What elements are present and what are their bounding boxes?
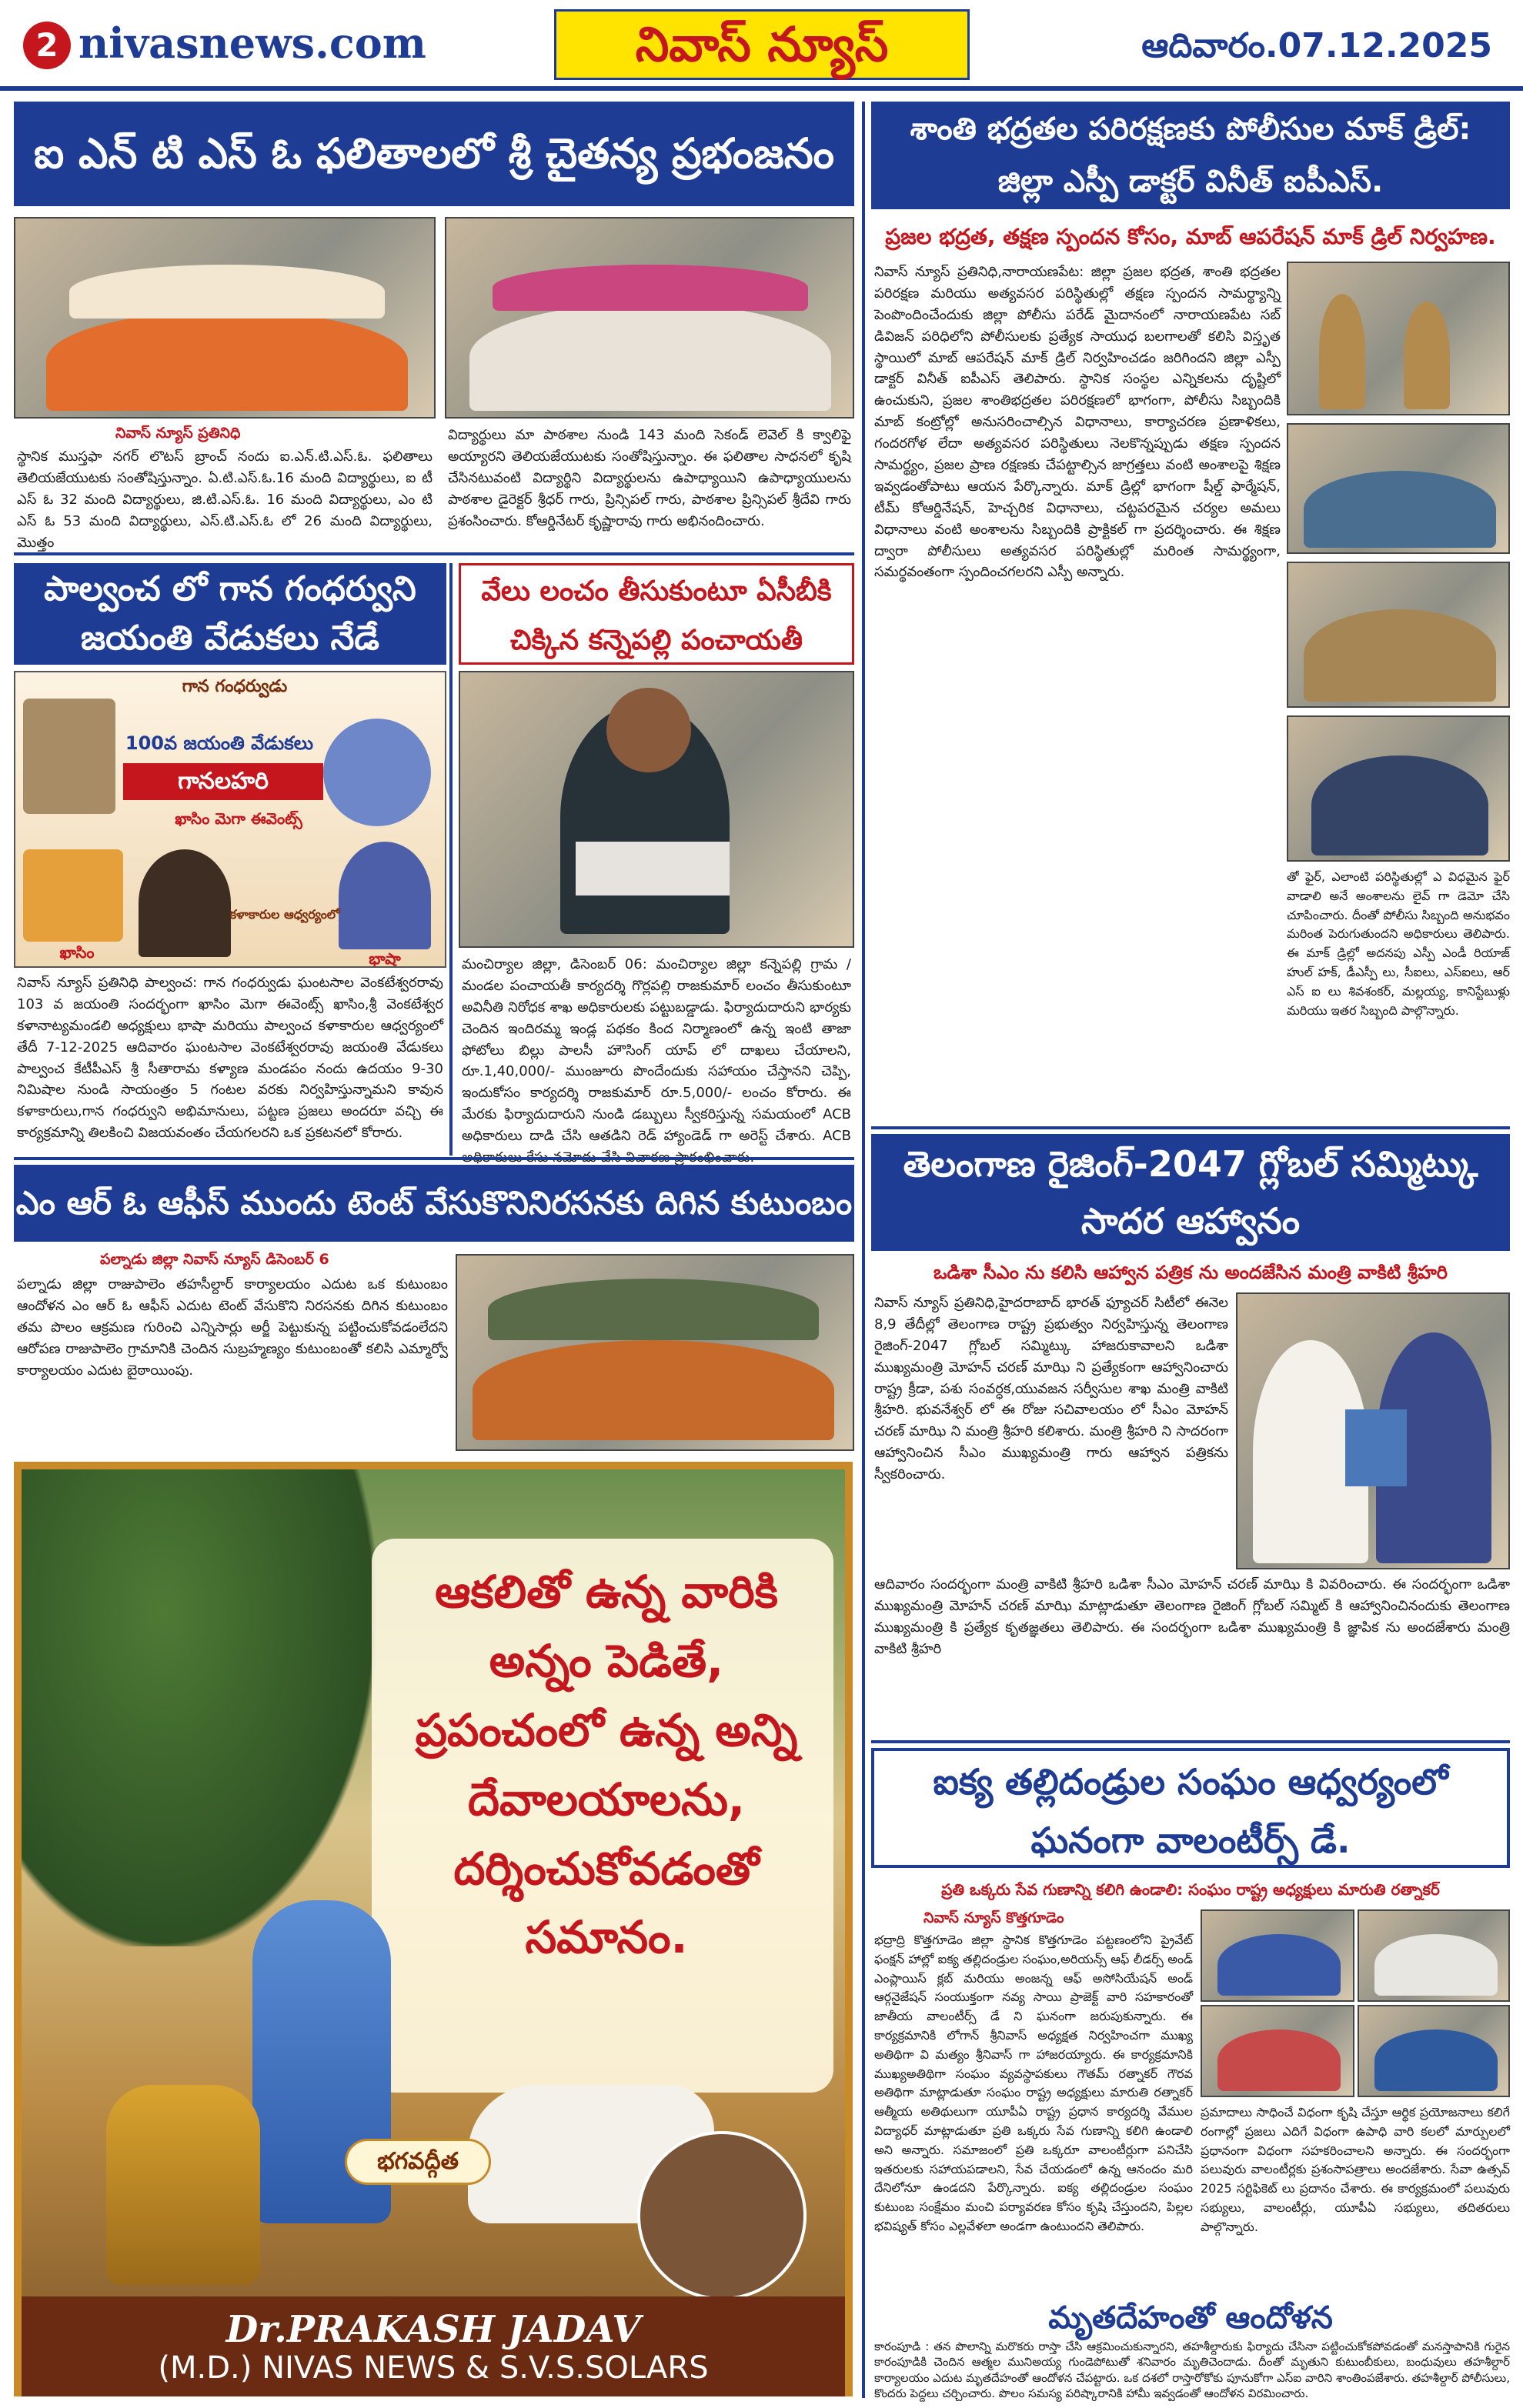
divider	[871, 1740, 1510, 1743]
palvancha-body: నివాస్ న్యూస్ ప్రతినిధి పాల్వంచ: గాన గంధర్వుడు ఘంటసాల వెంకటేశ్వరరావు 103 వ జయంతి సందర్భంగా ఖాసిం మెగా ఈవెంట్స్ ఖాసిం,శ్రీ వెంకటేశ్వర కళానాట్యమండలి అధ్యక్షులు భాషా మరియు పాల్వంచ కళాకారుల ఆధ్వర్యంలో తేదీ 7-12-2025 ఆదివారం ఘంటసాల వెంకటేశ్వరరావు జయంతి వేడుకలు పాల్వంచ కేటీపీఎస్ శ్రీ సీతారామ కళ్యాణ మండపం నందు ఉదయం 9-30 నిమిషాల నుండి సాయంత్రం 5 గంటల వరకు నిర్వహిస్తున్నామని కావున కళాకారులు,గాన గంధర్వుని అభిమానులు, పట్టణ ప్రజలు అందరూ వచ్చి ఈ కార్యక్రమాన్ని తిలకించి విజయవంతం చేయగలరని ఒక ప్రకటనలో కోరారు.	[17, 975, 443, 1142]
mro-headline: ఎం ఆర్ ఓ ఆఫీస్ ముందు టెంట్ వేసుకొనినిరసనకు దిగిన కుటుంబం	[14, 1165, 854, 1242]
mro-photo	[456, 1254, 854, 1451]
poster-line4: కళాకారుల ఆధ్వర్యంలో	[229, 907, 340, 922]
police-photo-4	[1287, 715, 1510, 862]
poster-portrait	[139, 849, 231, 957]
parents-byline: నివాస్ న్యూస్ కొత్తగూడెం	[923, 1909, 1064, 1926]
ad-quote: ఆకలితో ఉన్న వారికి అన్నం పెడితే, ప్రపంచంలో ఉన్న అన్ని దేవాలయాలను, దర్శించుకోవడంతో సమానం.	[415, 1566, 798, 1964]
parents-body: భద్రాద్రి కొత్తగూడెం జిల్లా స్థానిక కొత్తగూడెం పట్టణంలోని ప్రైవేట్ ఫంక్షన్ హాల్లో ఐక్య తల్లిదండ్రుల సంఘం,అరియన్స్ ఆఫ్ లీడర్స్ అండ్ ఎంప్లాయిస్ క్లబ్ మరియు అంజన్న ఆఫ్ అసోసియేషన్ అండ్ ఆర్గనైజేషన్ సంయుక్తంగా నవ్య సాయి ప్రాజెక్ట్ వారి సహకారంతో జాతీయ వాలంటీర్స్ డే ని ఘనంగా జరుపుకున్నారు. ఈ కార్యక్రమానికి లోగాన్ శ్రీనివాస్ అధ్యక్షత నిర్వహించగా ముఖ్య అతిథిగా వి మత్యం శ్రీనివాస్ గా హాజరయ్యారు. ఈ కార్యక్రమానికి ముఖ్యఅతిథిగా సంఘం వ్యవస్థాపకులు గౌతమ్ రత్నాకర్ గౌరవ అతిథిగా మాట్లాడుతూ సంఘం రాష్ట్ర అధ్యక్షులు మారుతి రత్నాకర్ ఆత్మీయ అతిథులుగా యూపీఏ రాష్ట్ర ప్రధాన కార్యదర్శి వేముల విద్యాధర్ మాట్లాడుతూ ప్రతి ఒక్కరు సేవ గుణాన్ని కలిగి ఉండాలి అని అన్నారు. సమాజంలో ప్రతి ఒక్కరూ వాలంటీర్లుగా పనిచేసి ఇతరులకు సహాయపడాలని, సేవ చేయడంలో ఉన్న ఆనందం మరి దేనిలోనూ ఉండదని పేర్కొన్నారు. ఐక్య తల్లిదండ్రుల సంఘం కుటుంబ సంక్షేమం మంచి పర్యావరణ కోసం కృషి చేస్తుందని, పిల్లల భవిష్యత్ కోసం ఎల్లవేళలా అండగా ఉంటుందని తెలిపారు.	[874, 1933, 1193, 2233]
telangana-body: నివాస్ న్యూస్ ప్రతినిధి,హైదరాబాద్ భారత్ ఫ్యూచర్ సిటీలో ఈనెల 8,9 తేదీల్లో తెలంగాణ రాష్ట్ర ప్రభుత్వం నిర్వహిస్తున్న తెలంగాణ రైజింగ్-2047 గ్లోబల్ సమ్మిట్కు హాజరుకావాలని ఒడిశా ముఖ్యమంత్రి మోహన్ చరణ్ మాఝి ని ప్రత్యేకంగా ఆహ్వానించారు రాష్ట్ర క్రీడా, పశు సంవర్ధక,యువజన సర్వీసుల శాఖ మంత్రి వాకిటి శ్రీహరి. భువనేశ్వర్ లో ఈ రోజు సచివాలయం లో సీఎం మోహన్ చరణ్ మాఝి ని మంత్రి శ్రీహరి కలిశారు. మంత్రి శ్రీహరి ని సాదరంగా ఆహ్వానించిన సీఎం ముఖ్యమంత్రి గారు ఆహ్వాన పత్రికను స్వీకరించారు.	[874, 1295, 1228, 1483]
poster-line1: 100వ జయంతి వేడుకలు	[125, 732, 314, 754]
divider	[14, 1157, 854, 1160]
poster-line3: ఖాసిం మెగా ఈవెంట్స్	[175, 809, 302, 828]
ad-name: Dr.PRAKASH JADAV	[225, 2308, 641, 2351]
poster-name1: ఖాసిం	[59, 943, 95, 962]
ntse-byline: నివాస్ న్యూస్ ప్రతినిధి	[115, 425, 241, 442]
poster-ad	[14, 1462, 853, 2396]
police-subhead: ప్రజల భద్రత, తక్షణ స్పందన కోసం, మాబ్ ఆపరేషన్ మాక్ డ్రిల్ నిర్వహణ.	[885, 224, 1496, 249]
divider	[871, 1126, 1510, 1129]
ad-tag: భగవద్గీత	[345, 2139, 491, 2185]
ntse-photo-left	[14, 217, 436, 419]
acb-photo	[459, 671, 854, 948]
mro-byline: పల్నాడు జిల్లా నివాస్ న్యూస్ డిసెంబర్ 6	[100, 1251, 329, 1268]
poster-portrait	[323, 719, 431, 826]
ad-subtitle: (M.D.) NIVAS NEWS & S.V.S.SOLARS	[158, 2350, 709, 2386]
ntse-photo-right	[445, 217, 854, 419]
poster-line2: గానలహరి	[123, 763, 323, 800]
poster-name2: భాషా	[369, 949, 401, 968]
ntse-body-left: స్థానిక ముస్తఫా నగర్ లొటస్ బ్రాంచ్ నందు ఐ.ఎన్.టి.ఎస్.ఓ. ఫలితాలు తెలియజేయుటకు సంతోషిస్తున్నాం. ఏ.టి.ఎస్.ఓ.16 మంది విద్యార్థులు, ఐ టీ ఎస్ ఓ 32 మంది విద్యార్థులు, జి.టి.ఎస్.ఓ. 16 మంది విద్యార్థులు, ఎం టి ఎస్ ఓ 53 మంది విద్యార్థులు, ఎస్.టి.ఎస్.ఓ లో 26 మంది విద్యార్థులు, మొత్తం	[17, 449, 433, 551]
parents-body-2: ప్రమాదాలు సాధించే విధంగా కృషి చేస్తూ ఆర్థిక ప్రయోజనాలు కలిగే రంగాల్లో ప్రజలు ఎదిగే విధంగా ఉపాధి వారి కలలో మార్పులలో ప్రధానంగా విధంగా సహకరించాలని అన్నారు. ఈ సందర్భంగా పలువురు వాలంటీర్లకు ప్రశంసాపత్రాలు అందజేశారు. సేవా ఉత్సవ్ 2025 సర్టిఫికెట్ లు ప్రదానం చేశారు. ఈ కార్యక్రమంలో పలువురు సభ్యులు, వాలంటీర్లు, యూపీఏ సభ్యులు, తదితరులు పాల్గొన్నారు.	[1201, 2105, 1510, 2234]
poster-portrait	[23, 849, 123, 942]
masthead	[0, 0, 1523, 91]
divider	[14, 552, 854, 555]
poster-portrait	[23, 699, 115, 814]
telangana-photo	[1236, 1292, 1510, 1569]
parents-photo-2	[1358, 1909, 1510, 2002]
poster-title: గాన గంధర్వుడు	[182, 677, 288, 696]
ad-portrait	[637, 2131, 807, 2300]
issue-date: ఆదివారం.07.12.2025	[1141, 26, 1492, 65]
acb-headline: వేలు లంచం తీసుకుంటూ ఏసీబీకి చిక్కిన కన్నెపల్లి పంచాయతీ	[459, 563, 854, 665]
palvancha-headline: పాల్వంచ లో గాన గంధర్వుని జయంతి వేడుకలు నేడే	[14, 563, 446, 665]
ntse-body-right: విద్యార్థులు మా పాఠశాల నుండి 143 మంది సెకండ్ లెవెల్ కి క్వాలిఫై అయ్యారని తెలియజేయుటకు సంతోషిస్తున్నాం. ఈ ఫలితాల సాధనలో కృషి చేసినటువంటి విద్యార్థిని విద్యార్థులను ఉపాధ్యాయిని ఉపాధ్యాయులను పాఠశాల డైరెక్టర్ శ్రీధర్ గారు, ప్రిన్సిపల్ గారు, పాఠశాల ప్రిన్సిపల్ శ్రీదేవి గారు ప్రశంసించారు. కోఆర్డినేటర్ కృష్ణారావు గారు అభినందించారు.	[448, 427, 851, 529]
police-photo-3	[1287, 562, 1510, 708]
parents-photo-1	[1201, 1909, 1354, 2002]
ad-tree	[22, 1469, 376, 1946]
poster-portrait	[339, 842, 431, 949]
telangana-body-2: ఆదివారం సందర్భంగా మంత్రి వాకిటి శ్రీహరి ఒడిశా సీఎం మోహన్ చరణ్ మాఝి కి వివరించారు. ఈ సందర్భంగా ఒడిశా ముఖ్యమంత్రి మోహన్ చరణ్ మాఝి మాట్లాడుతూ తెలంగాణ రైజింగ్ గ్లోబల్ సమ్మిట్ కి ఆహ్వానించినందుకు తెలంగాణ ముఖ్యమంత్రి కి ప్రత్యేక కృతజ్ఞతలు తెలిపారు. ఈ సందర్భంగా ఒడిశా ముఖ్యమంత్రి కి జ్ఞాపిక ను అందజేశారు మంత్రి వాకిటి శ్రీహరి	[874, 1576, 1510, 1657]
parents-subhead: ప్రతి ఒక్కరు సేవ గుణాన్ని కలిగి ఉండాలి: సంఘం రాష్ట్ర అధ్యక్షులు మారుతి రత్నాకర్	[941, 1880, 1440, 1899]
ntse-headline: ఐ ఎన్ టి ఎస్ ఓ ఫలితాలలో శ్రీ చైతన్య ప్రభంజనం	[14, 102, 854, 206]
parents-photo-4	[1358, 2005, 1510, 2097]
mro-body: పల్నాడు జిల్లా రాజుపాలెం తహసీల్దార్ కార్యాలయం ఎదుట ఒక కుటుంబం ఆందోళన ఎం ఆర్ ఓ ఆఫీస్ ఎదుట టెంట్ వేసుకొని నిరసనకు దిగిన కుటుంబం తమ పొలం ఆక్రమణ గురించి ఎన్నిసార్లు అర్జీ పెట్టుకున్న పట్టించుకోవడంలేదని ఆరోపణ రాజుపాలెం గ్రామానికి చెందిన సుబ్రహ్మణ్యం కుటుంబంతో కలిసి ఎమ్మార్వో కార్యాలయం ఎదుట బైఠాయింపు.	[17, 1276, 448, 1379]
police-body: నివాస్ న్యూస్ ప్రతినిధి,నారాయణపేట: జిల్లా ప్రజల భద్రత, శాంతి భద్రతల పరిరక్షణ మరియు అత్యవసర పరిస్థితుల్లో తక్షణ స్పందన సామర్థ్యాన్ని పెంపొందించేందుకు జిల్లా పోలీసు పరేడ్ మైదానంలో నారాయణపేట సబ్ డివిజన్ పరిధిలోని పోలీసులకు ప్రత్యేక సాయుధ బలగాలతో కలిసి విస్తృత స్థాయిలో మాబ్ ఆపరేషన్ మాక్ డ్రిల్ నిర్వహించడం జరిగిందని జిల్లా ఎస్పీ డాక్టర్ వినీత్ ఐపీఎస్ తెలిపారు. స్థానిక సంస్థల ఎన్నికలను దృష్టిలో ఉంచుకుని, ప్రజల శాంతిభద్రతల పరిరక్షణలో భాగంగా, పోలీసు సిబ్బందికి మాబ్ కంట్రోల్లో అనుసరించాల్సిన విధానాలు, కార్యాచరణ ప్రణాళికలు, గందరగోళ లేదా అత్యవసర పరిస్థితులు నెలకొన్నప్పుడు తక్షణ స్పందన సామర్థ్యం, ప్రజల ప్రాణ రక్షణకు చేపట్టాల్సిన జాగ్రత్తలు వంటి అంశాలపై శిక్షణ ఇవ్వడంతోపాటు ఆయన పేర్కొన్నారు. మాక్ డ్రిల్లో భాగంగా షీల్డ్ ఫార్మేషన్, టీమ్ కోఆర్డినేషన్, హెచ్చరిక విధానాలు, చట్టపరమైన చర్యల అమలు విధానాలు వంటి అంశాలను సిబ్బందికి ప్రాక్టికల్ గా ప్రదర్శించారు. ఈ శిక్షణ ద్వారా పోలీసులు అత్యవసర పరిస్థితుల్లో మరింత సామర్థ్యంగా, సమర్థవంతంగా స్పందించగలరని ఎస్పీ అన్నారు.	[874, 264, 1281, 581]
divider	[449, 563, 453, 1156]
police-headline: శాంతి భద్రతల పరిరక్షణకు పోలీసుల మాక్ డ్రిల్: జిల్లా ఎస్పీ డాక్టర్ వినీత్ ఐపీఎస్.	[871, 102, 1510, 209]
site-name[interactable]: nivasnews.com	[78, 18, 426, 68]
police-photo-1	[1287, 262, 1510, 415]
police-photo-2	[1287, 423, 1510, 554]
parents-headline: ఐక్య తల్లిదండ్రుల సంఘం ఆధ్వర్యంలో ఘనంగా వాలంటీర్స్ డే.	[871, 1748, 1510, 1868]
protest-headline: మృతదేహంతో ఆందోళన	[871, 2300, 1510, 2343]
parents-photo-3	[1201, 2005, 1354, 2097]
paper-title: నివాస్ న్యూస్	[554, 9, 970, 80]
police-body-2: తో ఫైర్, ఎలాంటి పరిస్థితుల్లో ఎ విధమైన ఫైర్ వాడాలి అనే అంశాలను లైవ్ గా డెమో చేసి చూపించారు. దీంతో పోలీసు సిబ్బంది అనుభవం మరింత పెరుగుతుందని అధికారులు తెలిపారు. ఈ మాక్ డ్రిల్లో అదనపు ఎస్పీ ఎండీ రియాజ్ హుల్ హక్, డీఎస్పీ లు, సీఐలు, ఎస్ఐలు, ఆర్ ఎస్ ఐ లు శివశంకర్, మల్లయ్య, కానిస్టేబుళ్లు మరియు ఇతర సిబ్బంది పాల్గొన్నారు.	[1287, 869, 1510, 1018]
palvancha-poster	[14, 671, 446, 968]
protest-body: కారంపూడి : తన పొలాన్ని మరొకరు రాస్తా చేసి ఆక్రమించుకున్నారని, తహశీల్దారుకు ఫిర్యాదు చేసినా పట్టించుకోకపోవడంతో మనస్తాపానికి గురైన కారంపూడికి చెందిన ఆత్మల మునిఅయ్య గుండెపోటుతో శనివారం మృతిచెందాడు. దీంతో మృతుని కుటుంబీకులు, బంధువులు తహశీల్దార్ కార్యాలయం ఎదుట మృతదేహంతో ఆందోళన చేపట్టారు. ఒక దశలో రాస్తారోకోకు పూనుకోగా ఎస్ఐ వారిని శాంతింపజేశారు. తహశీల్దార్ పోలీసులు, కొందరు పెద్దలు చర్చించారు. పొలం సమస్య పరిష్కారానికి హామీ ఇవ్వడంతో ఆందోళన విరమించారు.	[874, 2340, 1510, 2400]
telangana-subhead: ఒడిశా సీఎం ను కలిసి ఆహ్వాన పత్రిక ను అందజేసిన మంత్రి వాకిటి శ్రీహరి	[933, 1262, 1448, 1283]
page-number: 2	[23, 22, 71, 69]
acb-body: మంచిర్యాల జిల్లా, డిసెంబర్ 06: మంచిర్యాల జిల్లా కన్నెపల్లి గ్రామ / మండల పంచాయతీ కార్యదర్శి గొర్లపల్లి రాజకుమార్ లంచం తీసుకుంటూ అవినీతి నిరోధక శాఖ అధికారులకు పట్టుబడ్డాడు. ఫిర్యాదుదారుని భార్యకు చెందిన ఇందిరమ్మ ఇండ్ల పథకం కింద నిర్మాణంలో ఉన్న ఇంటి తాజా ఫోటోలు బిల్లు పాలసీ హౌసింగ్ యాప్ లో దాఖలు చేయాలని, రూ.1,40,000/- ముంజూరు పొందేందుకు సహాయం చేస్తానని చెప్పి, ఇందుకోసం కార్యదర్శి రాజకుమార్ రూ.5,000/- లంచం కోరారు. ఈ మేరకు ఫిర్యాదుదారుని నుండి డబ్బులు స్వీకరిస్తున్న సమయంలో ACB అధికారులు దాడి చేసి ఆతడిని రెడ్ హ్యాండెడ్ గా అరెస్ట్ చేశారు. ACB	[462, 956, 851, 1145]
arjuna-figure	[106, 2085, 260, 2285]
telangana-headline-block: తెలంగాణ రైజింగ్-2047 గ్లోబల్ సమ్మిట్కు సాదర ఆహ్వానం	[871, 1134, 1510, 1251]
divider	[862, 102, 865, 2398]
